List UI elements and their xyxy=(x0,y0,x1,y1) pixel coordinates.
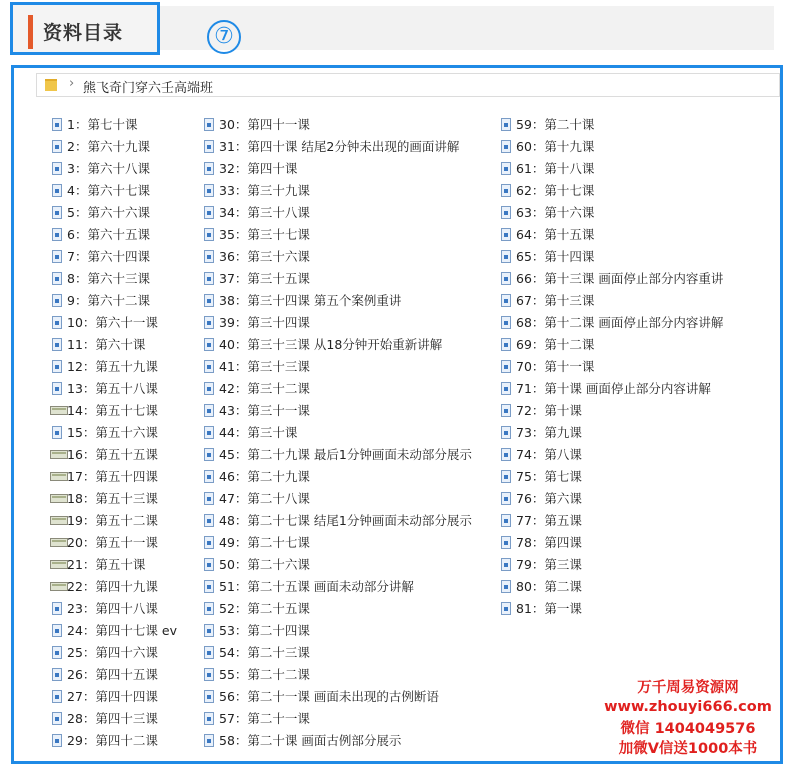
file-name: 39：第三十四课 xyxy=(219,315,310,330)
file-name: 25：第四十六课 xyxy=(67,645,158,660)
document-file-icon xyxy=(204,580,214,593)
document-file-icon xyxy=(52,206,62,219)
document-file-icon xyxy=(204,448,214,461)
document-file-icon xyxy=(501,316,511,329)
document-file-icon xyxy=(52,250,62,263)
file-name: 20：第五十一课 xyxy=(67,535,158,550)
document-file-icon xyxy=(501,228,511,241)
file-name: 15：第五十六课 xyxy=(67,425,158,440)
file-name: 41：第三十三课 xyxy=(219,359,310,374)
document-file-icon xyxy=(204,184,214,197)
video-file-icon xyxy=(50,472,68,481)
file-name: 59：第二十课 xyxy=(516,117,595,132)
file-name: 36：第三十六课 xyxy=(219,249,310,264)
document-file-icon xyxy=(52,360,62,373)
file-name: 9：第六十二课 xyxy=(67,293,150,308)
file-name: 55：第二十二课 xyxy=(219,667,310,682)
document-file-icon xyxy=(52,294,62,307)
file-name: 7：第六十四课 xyxy=(67,249,150,264)
document-file-icon xyxy=(52,426,62,439)
document-file-icon xyxy=(501,448,511,461)
file-name: 8：第六十三课 xyxy=(67,271,150,286)
file-name: 6：第六十五课 xyxy=(67,227,150,242)
file-name: 46：第二十九课 xyxy=(219,469,310,484)
address-bar[interactable] xyxy=(36,73,780,97)
file-name: 16：第五十五课 xyxy=(67,447,158,462)
document-file-icon xyxy=(204,646,214,659)
document-file-icon xyxy=(501,382,511,395)
file-name: 29：第四十二课 xyxy=(67,733,158,748)
file-name: 54：第二十三课 xyxy=(219,645,310,660)
video-file-icon xyxy=(50,406,68,415)
document-file-icon xyxy=(204,624,214,637)
document-file-icon xyxy=(52,382,62,395)
section-title-box xyxy=(10,2,160,55)
file-name: 56：第二十一课 画面未出现的古例断语 xyxy=(219,689,439,704)
file-name: 13：第五十八课 xyxy=(67,381,158,396)
document-file-icon xyxy=(52,624,62,637)
file-name: 79：第三课 xyxy=(516,557,582,572)
file-name: 21：第五十课 xyxy=(67,557,146,572)
file-name: 52：第二十五课 xyxy=(219,601,310,616)
file-name: 35：第三十七课 xyxy=(219,227,310,242)
file-name: 28：第四十三课 xyxy=(67,711,158,726)
video-file-icon xyxy=(50,538,68,547)
file-name: 40：第三十三课 从18分钟开始重新讲解 xyxy=(219,337,443,352)
file-name: 38：第三十四课 第五个案例重讲 xyxy=(219,293,402,308)
document-file-icon xyxy=(204,492,214,505)
document-file-icon xyxy=(52,272,62,285)
file-name: 66：第十三课 画面停止部分内容重讲 xyxy=(516,271,724,286)
document-file-icon xyxy=(52,228,62,241)
file-name: 11：第六十课 xyxy=(67,337,146,352)
document-file-icon xyxy=(204,712,214,725)
file-name: 42：第三十二课 xyxy=(219,381,310,396)
document-file-icon xyxy=(204,690,214,703)
document-file-icon xyxy=(52,668,62,681)
file-name: 76：第六课 xyxy=(516,491,582,506)
file-name: 48：第二十七课 结尾1分钟画面未动部分展示 xyxy=(219,513,472,528)
document-file-icon xyxy=(204,250,214,263)
watermark-wechat: 微信 1404049576 xyxy=(620,721,756,737)
document-file-icon xyxy=(204,118,214,131)
document-file-icon xyxy=(52,118,62,131)
file-name: 61：第十八课 xyxy=(516,161,595,176)
file-name: 77：第五课 xyxy=(516,513,582,528)
file-name: 2：第六十九课 xyxy=(67,139,150,154)
file-name: 73：第九课 xyxy=(516,425,582,440)
video-file-icon xyxy=(50,516,68,525)
file-name: 81：第一课 xyxy=(516,601,582,616)
document-file-icon xyxy=(204,206,214,219)
document-file-icon xyxy=(52,316,62,329)
document-file-icon xyxy=(501,536,511,549)
step-number-badge: ⑦ xyxy=(207,20,241,54)
file-name: 74：第八课 xyxy=(516,447,582,462)
document-file-icon xyxy=(204,734,214,747)
document-file-icon xyxy=(501,118,511,131)
video-file-icon xyxy=(50,450,68,459)
document-file-icon xyxy=(501,206,511,219)
document-file-icon xyxy=(204,602,214,615)
file-name: 17：第五十四课 xyxy=(67,469,158,484)
document-file-icon xyxy=(52,690,62,703)
file-name: 34：第三十八课 xyxy=(219,205,310,220)
document-file-icon xyxy=(52,162,62,175)
document-file-icon xyxy=(501,338,511,351)
file-name: 69：第十二课 xyxy=(516,337,595,352)
file-name: 31：第四十课 结尾2分钟未出现的画面讲解 xyxy=(219,139,460,154)
file-name: 72：第十课 xyxy=(516,403,582,418)
file-name: 51：第二十五课 画面未动部分讲解 xyxy=(219,579,414,594)
file-name: 22：第四十九课 xyxy=(67,579,158,594)
document-file-icon xyxy=(204,404,214,417)
folder-icon xyxy=(45,79,57,91)
file-name: 30：第四十一课 xyxy=(219,117,310,132)
file-name: 18：第五十三课 xyxy=(67,491,158,506)
file-name: 62：第十七课 xyxy=(516,183,595,198)
document-file-icon xyxy=(501,250,511,263)
video-file-icon xyxy=(50,560,68,569)
document-file-icon xyxy=(501,360,511,373)
file-name: 23：第四十八课 xyxy=(67,601,158,616)
file-name: 60：第十九课 xyxy=(516,139,595,154)
document-file-icon xyxy=(204,294,214,307)
file-name: 1：第七十课 xyxy=(67,117,138,132)
file-name: 24：第四十七课 ev xyxy=(67,623,177,638)
document-file-icon xyxy=(501,294,511,307)
file-name: 80：第二课 xyxy=(516,579,582,594)
document-file-icon xyxy=(501,184,511,197)
document-file-icon xyxy=(204,228,214,241)
document-file-icon xyxy=(501,140,511,153)
document-file-icon xyxy=(204,514,214,527)
document-file-icon xyxy=(204,272,214,285)
file-name: 53：第二十四课 xyxy=(219,623,310,638)
file-name: 64：第十五课 xyxy=(516,227,595,242)
section-title: 资料目录 xyxy=(43,22,124,44)
document-file-icon xyxy=(52,734,62,747)
file-name: 65：第十四课 xyxy=(516,249,595,264)
file-name: 14：第五十七课 xyxy=(67,403,158,418)
file-explorer-window xyxy=(11,65,783,764)
file-name: 43：第三十一课 xyxy=(219,403,310,418)
file-name: 33：第三十九课 xyxy=(219,183,310,198)
document-file-icon xyxy=(501,162,511,175)
document-file-icon xyxy=(501,602,511,615)
document-file-icon xyxy=(501,272,511,285)
document-file-icon xyxy=(52,338,62,351)
document-file-icon xyxy=(52,646,62,659)
document-file-icon xyxy=(501,558,511,571)
watermark-site-name: 万千周易资源网 xyxy=(637,680,739,696)
file-name: 37：第三十五课 xyxy=(219,271,310,286)
document-file-icon xyxy=(204,140,214,153)
file-name: 5：第六十六课 xyxy=(67,205,150,220)
document-file-icon xyxy=(204,558,214,571)
file-name: 4：第六十七课 xyxy=(67,183,150,198)
document-file-icon xyxy=(501,514,511,527)
file-name: 19：第五十二课 xyxy=(67,513,158,528)
file-name: 68：第十二课 画面停止部分内容讲解 xyxy=(516,315,724,330)
document-file-icon xyxy=(52,184,62,197)
file-name: 32：第四十课 xyxy=(219,161,298,176)
document-file-icon xyxy=(204,470,214,483)
document-file-icon xyxy=(204,426,214,439)
document-file-icon xyxy=(204,382,214,395)
file-name: 63：第十六课 xyxy=(516,205,595,220)
file-name: 67：第十三课 xyxy=(516,293,595,308)
file-name: 50：第二十六课 xyxy=(219,557,310,572)
file-name: 12：第五十九课 xyxy=(67,359,158,374)
file-name: 47：第二十八课 xyxy=(219,491,310,506)
video-file-icon xyxy=(50,582,68,591)
document-file-icon xyxy=(204,536,214,549)
document-file-icon xyxy=(501,470,511,483)
address-path[interactable]: 熊飞奇门穿六壬高端班 xyxy=(83,81,214,96)
video-file-icon xyxy=(50,494,68,503)
document-file-icon xyxy=(52,602,62,615)
file-name: 70：第十一课 xyxy=(516,359,595,374)
document-file-icon xyxy=(204,668,214,681)
document-file-icon xyxy=(204,360,214,373)
file-name: 27：第四十四课 xyxy=(67,689,158,704)
file-name: 58：第二十课 画面古例部分展示 xyxy=(219,733,402,748)
document-file-icon xyxy=(204,162,214,175)
document-file-icon xyxy=(501,580,511,593)
document-file-icon xyxy=(501,426,511,439)
document-file-icon xyxy=(204,316,214,329)
chevron-right-icon[interactable]: › xyxy=(69,76,75,91)
title-accent-bar xyxy=(28,15,33,49)
file-name: 10：第六十一课 xyxy=(67,315,158,330)
file-name: 3：第六十八课 xyxy=(67,161,150,176)
watermark-url: www.zhouyi666.com xyxy=(604,699,772,715)
file-name: 26：第四十五课 xyxy=(67,667,158,682)
document-file-icon xyxy=(501,404,511,417)
file-name: 45：第二十九课 最后1分钟画面未动部分展示 xyxy=(219,447,472,462)
file-name: 71：第十课 画面停止部分内容讲解 xyxy=(516,381,711,396)
file-name: 44：第三十课 xyxy=(219,425,298,440)
file-name: 75：第七课 xyxy=(516,469,582,484)
document-file-icon xyxy=(204,338,214,351)
document-file-icon xyxy=(501,492,511,505)
file-name: 78：第四课 xyxy=(516,535,582,550)
document-file-icon xyxy=(52,140,62,153)
watermark-promo: 加微V信送1000本书 xyxy=(618,741,758,757)
document-file-icon xyxy=(52,712,62,725)
file-name: 49：第二十七课 xyxy=(219,535,310,550)
file-name: 57：第二十一课 xyxy=(219,711,310,726)
